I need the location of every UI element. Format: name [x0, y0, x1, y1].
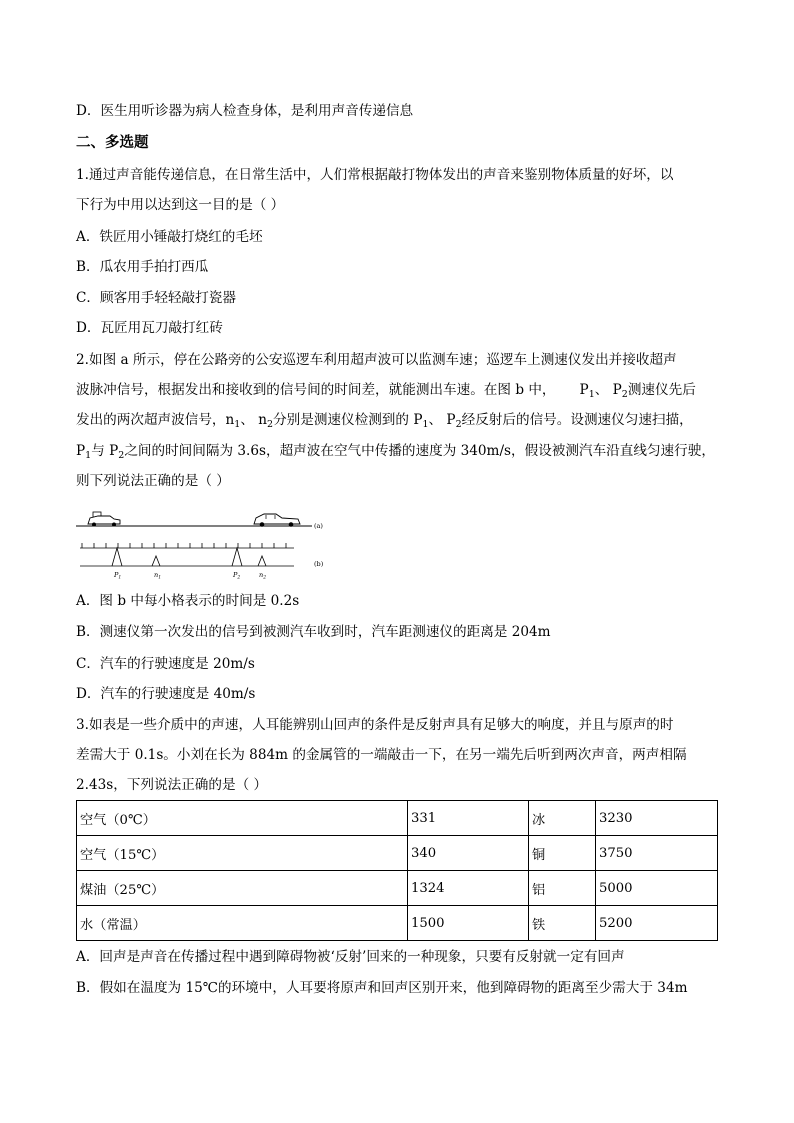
q2-stem-line5: 则下列说法正确的是（ ） — [76, 473, 230, 489]
table-row — [77, 836, 718, 871]
pulse-n1 — [152, 556, 160, 566]
label-n1: $n_1$ — [154, 571, 162, 581]
table-cell: 3230 — [596, 801, 718, 836]
q2-stem-line2: 波脉冲信号，根据发出和接收到的信号间的时间差，就能测出车速。在图 b 中， $P_1$、 $P_2$测速仪先后 — [76, 382, 696, 400]
q2-figure — [76, 504, 336, 584]
table-cell: 3750 — [596, 836, 718, 871]
table-cell: 冰 — [529, 801, 596, 836]
q1-option-c: C．顾客用手轻轻敲打瓷器 — [76, 290, 236, 306]
table-row — [77, 801, 718, 836]
table-cell: 空气（0℃） — [77, 801, 408, 836]
label-n2: $n_2$ — [259, 571, 267, 581]
table-row — [77, 871, 718, 906]
q2-stem-line3: 发出的两次超声波信号，$n_1$、 $n_2$分别是测速仪检测到的 $P_1$、 $P_2$经反射后的信号。设测速仪匀速扫描， — [76, 412, 693, 430]
label-b: (b) — [314, 560, 324, 568]
table-cell: 331 — [408, 801, 529, 836]
q2-option-d: D．汽车的行驶速度是 40m/s — [76, 686, 256, 702]
pulse-p1 — [112, 548, 122, 566]
tested-car-icon — [254, 514, 300, 527]
table-cell: 铝 — [529, 871, 596, 906]
table-cell: 5200 — [596, 906, 718, 941]
label-p2: $P_2$ — [233, 571, 241, 581]
q1-stem-line2: 下行为中用以达到这一目的是（ ） — [76, 197, 285, 213]
q2-option-c: C．汽车的行驶速度是 20m/s — [76, 656, 255, 672]
label-a: (a) — [314, 522, 323, 530]
q2-stem-line4: $P_1$与 $P_2$之间的时间间隔为 3.6s，超声波在空气中传播的速度为 340m/s，假设被测汽车沿直线匀速行驶， — [76, 443, 715, 461]
section-title: 二、多选题 — [76, 134, 149, 151]
q3-stem-line3: 2.43s，下列说法正确的是（ ） — [76, 777, 268, 793]
q3-option-a: A．回声是声音在传播过程中遇到障碍物被‘反射’回来的一种现象，只要有反射就一定有回声 — [76, 949, 625, 965]
q3-option-b: B．假如在温度为 15℃的环境中，人耳要将原声和回声区别开来，他到障碍物的距离至少需大于 34m — [76, 980, 688, 996]
q2-option-b: B．测速仪第一次发出的信号到被测汽车收到时，汽车距测速仪的距离是 204m — [76, 624, 551, 640]
table-cell: 水（常温） — [77, 906, 408, 941]
q1-option-b: B．瓜农用手拍打西瓜 — [76, 259, 209, 275]
q3-stem-line2: 差需大于 0.1s。小刘在长为 884m 的金属管的一端敲击一下，在另一端先后听到两次声音，两声相隔 — [76, 747, 687, 763]
table-cell: 340 — [408, 836, 529, 871]
table-row — [77, 906, 718, 941]
label-p1: $P_1$ — [114, 571, 122, 581]
table-cell: 铜 — [529, 836, 596, 871]
q3-stem-line1: 3.如表是一些介质中的声速，人耳能辨别山回声的条件是反射声具有足够大的响度，并且与原声的时 — [76, 717, 674, 733]
option-d-prev: D．医生用听诊器为病人检查身体，是利用声音传递信息 — [76, 103, 414, 119]
patrol-car-icon — [88, 512, 120, 527]
q1-option-a: A．铁匠用小锤敲打烧红的毛坯 — [76, 229, 263, 245]
q1-option-d: D．瓦匠用瓦刀敲打红砖 — [76, 320, 223, 336]
table-cell: 5000 — [596, 871, 718, 906]
time-scale — [80, 543, 294, 548]
table-cell: 1500 — [408, 906, 529, 941]
table-cell: 铁 — [529, 906, 596, 941]
pulse-p2 — [232, 548, 242, 566]
q2-option-a: A．图 b 中每小格表示的时间是 0.2s — [76, 593, 300, 609]
table-cell: 1324 — [408, 871, 529, 906]
table-cell: 空气（15℃） — [77, 836, 408, 871]
table-cell: 煤油（25℃） — [77, 871, 408, 906]
q2-stem-line1: 2.如图 a 所示，停在公路旁的公安巡逻车利用超声波可以监测车速；巡逻车上测速仪发出并接收超声 — [76, 352, 677, 368]
sound-speed-table — [76, 800, 718, 941]
q1-stem-line1: 1.通过声音能传递信息，在日常生活中，人们常根据敲打物体发出的声音来鉴别物体质量的好坏，以 — [76, 167, 674, 183]
pulse-n2 — [258, 556, 266, 566]
